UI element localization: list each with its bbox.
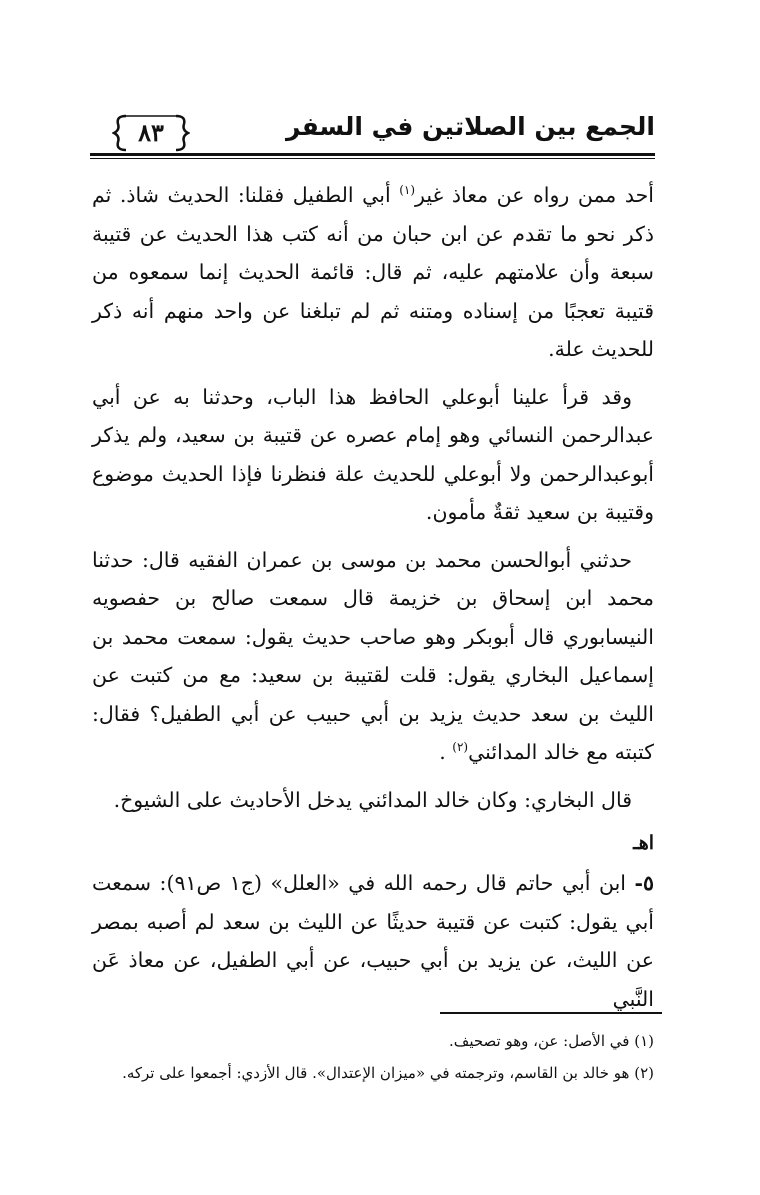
paragraph-3-start: حدثني أبوالحسن محمد بن موسى بن عمران الفقيه قال: حدثنا محمد ابن إسحاق بن خزيمة قال سمعت صالح بن حفصويه النيسابوري قال أبوبكر وهو صاحب حديث يقول: سمعت محمد بن إسماعيل البخاري يقول: قلت لقتيبة بن سعيد: مع من كتبت عن الليث بن سعد حديث يزيد بن أبي حبيب عن أبي الطفيل؟ فقال: كتبته مع خالد المدائني	[92, 547, 654, 764]
main-text	[92, 176, 654, 1027]
page-header	[90, 112, 655, 162]
footnote-ref-1: (١)	[399, 183, 416, 198]
paragraph-1-start: أحد ممن رواه عن معاذ غير	[415, 183, 654, 207]
footnotes	[92, 1022, 654, 1092]
paragraph-1-rest: أبي الطفيل فقلنا: الحديث شاذ. ثم ذكر نحو ما تقدم عن ابن حبان من أنه كتب هذا الحديث عن قتيبة سبعة وأن علامتهم عليه، ثم قال: قائمة الحديث إنما سمعوه من قتيبة تعجبًا من إسناده ومتنه ثم لم تبلغنا عن واحد منهم أنه ذكر للحديث علة.	[92, 183, 654, 361]
footnote-ref-2: (٢)	[452, 740, 469, 755]
paragraph-3-rest: .	[439, 740, 453, 764]
closing-mark: اهـ	[633, 832, 654, 854]
page-number: ٨٣	[138, 118, 164, 147]
list-item-number: ٥-	[634, 871, 655, 895]
running-title: الجمع بين الصلاتين في السفر	[286, 112, 655, 141]
paragraph-1	[92, 176, 654, 369]
footnote-2-text: هو خالد بن القاسم، وترجمته في «ميزان الإعتدال». قال الأزدي: أجمعوا على تركه.	[122, 1064, 635, 1082]
header-rule	[90, 153, 655, 159]
paragraph-2: وقد قرأ علينا أبوعلي الحافظ هذا الباب، وحدثنا به عن أبي عبدالرحمن النسائي وهو إمام عصره عن قتيبة بن سعيد، ولم يذكر أبوعبدالرحمن ولا أبوعلي للحديث علة فنظرنا فإذا الحديث موضوع وقتيبة بن سعيد ثقةٌ مأمون.	[92, 384, 654, 524]
footnote-2	[92, 1060, 654, 1086]
list-item-text: ابن أبي حاتم قال رحمه الله في «العلل» (ج١ ص٩١): سمعت أبي يقول: كتبت عن قتيبة حديثًا عن الليث بن سعد لم أصبه بمصر عن الليث، عن يزيد بن أبي حبيب، عن أبي الطفيل، عن معاذ عَن النَّبي	[92, 871, 654, 1011]
footnote-1-text: في الأصل: عن، وهو تصحيف.	[449, 1032, 635, 1050]
paragraph-4: قال البخاري: وكان خالد المدائني يدخل الأحاديث على الشيوخ.	[113, 787, 632, 812]
footnote-2-ref: (٢)	[634, 1064, 654, 1082]
footnote-1	[92, 1028, 654, 1054]
list-item-5	[92, 864, 654, 1018]
footnote-1-ref: (١)	[634, 1032, 654, 1050]
page-number-badge	[112, 114, 190, 150]
footnote-divider	[440, 1012, 662, 1014]
paragraph-3	[92, 541, 654, 772]
